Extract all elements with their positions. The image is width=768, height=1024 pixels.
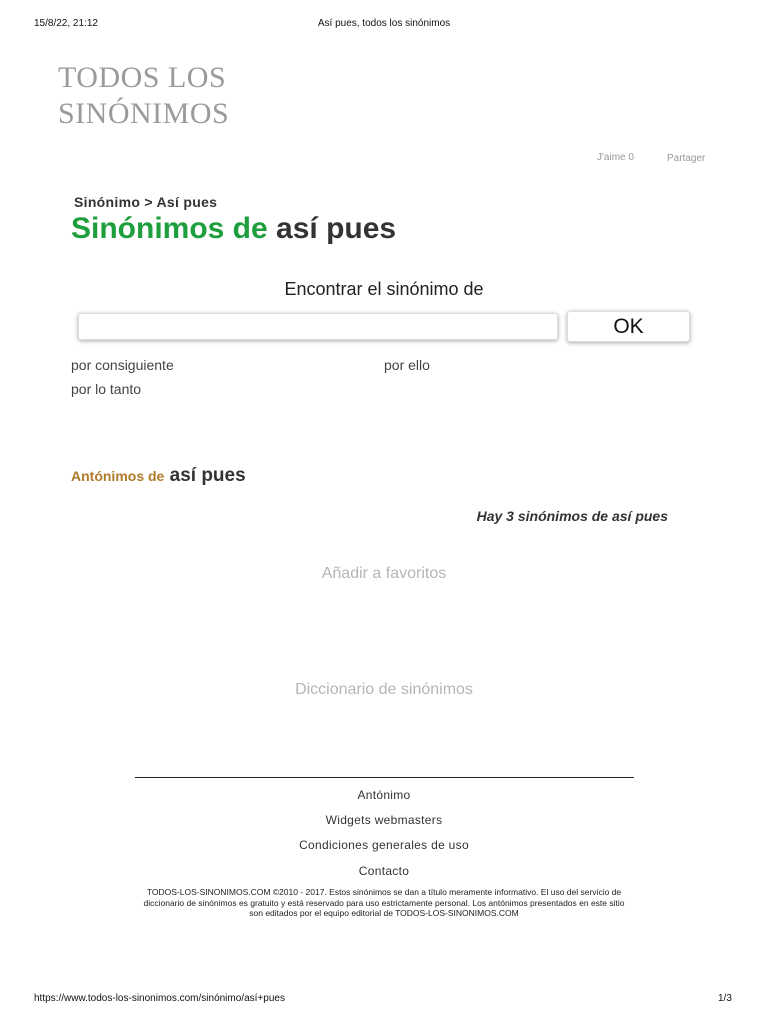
- footer-link-contact[interactable]: Contacto: [358, 864, 410, 878]
- print-url: https://www.todos-los-sinonimos.com/sinónimo/así+pues: [34, 993, 285, 1004]
- footer-link-antonimo[interactable]: Antónimo: [357, 788, 411, 802]
- footer-link-widgets[interactable]: Widgets webmasters: [325, 813, 443, 827]
- page-title: [71, 212, 396, 246]
- synonym-count: Hay 3 sinónimos de así pues: [476, 508, 668, 524]
- antonyms-heading: [71, 465, 246, 487]
- logo-line-2: SINÓNIMOS: [58, 97, 230, 130]
- synonym-link[interactable]: por consiguiente: [71, 357, 174, 373]
- site-logo[interactable]: [58, 60, 229, 132]
- footer-link-conditions[interactable]: Condiciones generales de uso: [299, 838, 469, 852]
- print-page-number: 1/3: [718, 993, 732, 1004]
- antonyms-term: así pues: [169, 465, 246, 486]
- search-input[interactable]: [78, 313, 558, 340]
- synonym-link[interactable]: por ello: [384, 357, 430, 373]
- title-term: así pues: [276, 212, 397, 245]
- search-label: Encontrar el sinónimo de: [284, 279, 484, 299]
- footer-divider: [135, 777, 634, 778]
- title-prefix: Sinónimos de: [71, 212, 268, 245]
- like-button[interactable]: J'aime 0: [597, 152, 634, 163]
- print-datetime: 15/8/22, 21:12: [34, 18, 98, 29]
- antonyms-prefix: Antónimos de: [71, 468, 165, 484]
- logo-line-1: TODOS LOS: [58, 61, 227, 94]
- ok-button[interactable]: OK: [567, 311, 690, 342]
- synonym-link[interactable]: por lo tanto: [71, 381, 142, 397]
- dictionary-link[interactable]: Diccionario de sinónimos: [295, 681, 473, 698]
- share-button[interactable]: Partager: [667, 153, 706, 164]
- footer-legal-text: TODOS-LOS-SINONIMOS.COM ©2010 - 2017. Estos sinónimos se dan a título meramente informativo. El uso del servicio de diccionario de sinónimos es gratuito y está reservado para uso estrictamente personal. Los antónimos presentados en este sitio son editados por el equipo editorial de TODOS-LOS-SINONIMOS.COM: [143, 887, 625, 918]
- print-doc-title: Así pues, todos los sinónimos: [317, 18, 451, 29]
- breadcrumb: Sinónimo > Así pues: [74, 194, 218, 210]
- add-favorites-link[interactable]: Añadir a favoritos: [321, 565, 447, 582]
